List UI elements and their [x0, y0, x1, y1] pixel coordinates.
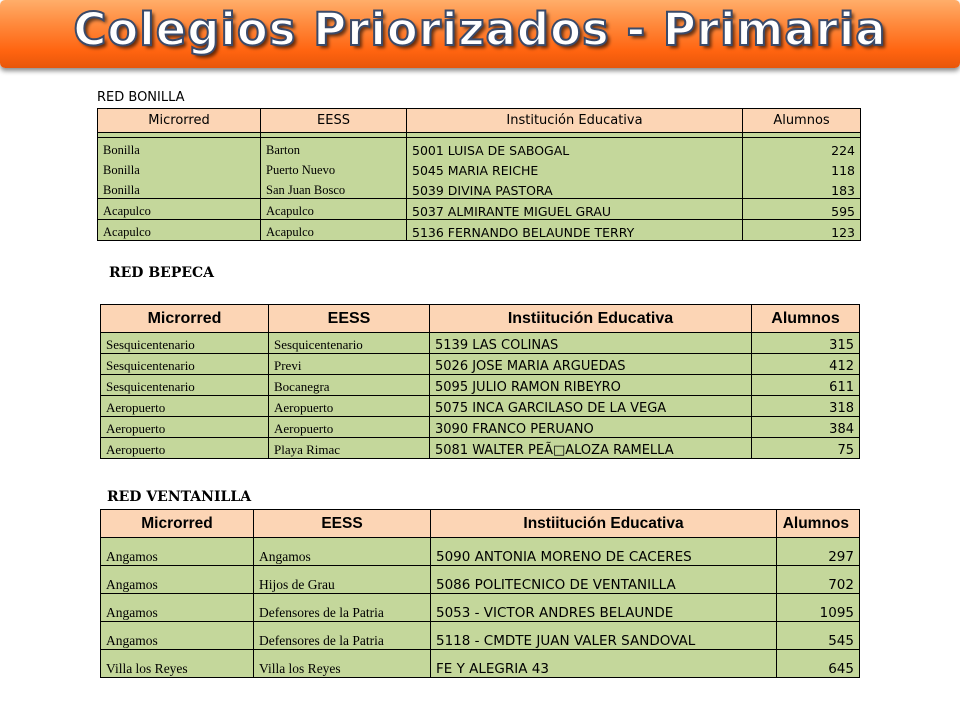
cell-alumnos: 75: [752, 438, 860, 459]
cell-eess: Previ: [269, 354, 430, 375]
cell-microrred: Angamos: [101, 538, 254, 566]
header-eess: EESS: [269, 305, 430, 333]
header-institucion: Instiitución Educativa: [431, 510, 777, 538]
cell-microrred: Sesquicentenario: [101, 333, 269, 354]
table-red-bonilla: [97, 108, 861, 241]
table-row: [98, 220, 861, 241]
cell-eess: Acapulco: [261, 220, 407, 241]
cell-institucion: 5090 ANTONIA MORENO DE CACERES: [431, 538, 777, 566]
header-institucion: Institución Educativa: [407, 109, 743, 133]
table-row: [101, 417, 860, 438]
cell-eess: Defensores de la Patria: [254, 622, 431, 650]
cell-eess: Barton: [261, 138, 407, 159]
table-header-row: [101, 510, 860, 538]
table-red-bepeca: [100, 304, 860, 459]
table-row: [101, 333, 860, 354]
header-alumnos: Alumnos: [752, 305, 860, 333]
cell-alumnos: 224: [743, 138, 861, 159]
cell-institucion: FE Y ALEGRIA 43: [431, 650, 777, 678]
cell-institucion: 3090 FRANCO PERUANO: [430, 417, 752, 438]
cell-alumnos: 1095: [777, 594, 860, 622]
cell-alumnos: 611: [752, 375, 860, 396]
cell-microrred: Acapulco: [98, 220, 261, 241]
cell-alumnos: 595: [743, 199, 861, 220]
cell-institucion: 5086 POLITECNICO DE VENTANILLA: [431, 566, 777, 594]
cell-institucion: 5136 FERNANDO BELAUNDE TERRY: [407, 220, 743, 241]
cell-institucion: 5139 LAS COLINAS: [430, 333, 752, 354]
cell-eess: Villa los Reyes: [254, 650, 431, 678]
cell-eess: Aeropuerto: [269, 417, 430, 438]
cell-institucion: 5053 - VICTOR ANDRES BELAUNDE: [431, 594, 777, 622]
cell-microrred: Bonilla: [98, 138, 261, 159]
table-row: [101, 354, 860, 375]
cell-microrred: Angamos: [101, 594, 254, 622]
table-header-row: [101, 305, 860, 333]
header-institucion: Instiitución Educativa: [430, 305, 752, 333]
cell-alumnos: 384: [752, 417, 860, 438]
table-row: [101, 396, 860, 417]
table-row: [101, 566, 860, 594]
cell-eess: Puerto Nuevo: [261, 158, 407, 178]
cell-institucion: 5081 WALTER PEÃ□ALOZA RAMELLA: [430, 438, 752, 459]
cell-eess: Hijos de Grau: [254, 566, 431, 594]
header-microrred: Microrred: [101, 305, 269, 333]
cell-institucion: 5095 JULIO RAMON RIBEYRO: [430, 375, 752, 396]
cell-institucion: 5037 ALMIRANTE MIGUEL GRAU: [407, 199, 743, 220]
cell-institucion: 5026 JOSE MARIA ARGUEDAS: [430, 354, 752, 375]
cell-alumnos: 315: [752, 333, 860, 354]
table-row: [98, 158, 861, 178]
header-microrred: Microrred: [101, 510, 254, 538]
cell-eess: Playa Rimac: [269, 438, 430, 459]
table-row: [101, 438, 860, 459]
cell-microrred: Angamos: [101, 566, 254, 594]
table-row: [101, 622, 860, 650]
cell-microrred: Acapulco: [98, 199, 261, 220]
section-label-red-ventanilla: RED VENTANILLA: [107, 489, 252, 505]
cell-microrred: Sesquicentenario: [101, 375, 269, 396]
table-red-ventanilla: [100, 509, 860, 678]
cell-microrred: Aeropuerto: [101, 438, 269, 459]
cell-institucion: 5075 INCA GARCILASO DE LA VEGA: [430, 396, 752, 417]
cell-eess: Acapulco: [261, 199, 407, 220]
cell-eess: Sesquicentenario: [269, 333, 430, 354]
table-row: [98, 138, 861, 159]
cell-alumnos: 545: [777, 622, 860, 650]
cell-eess: Angamos: [254, 538, 431, 566]
cell-institucion: 5045 MARIA REICHE: [407, 158, 743, 178]
cell-eess: San Juan Bosco: [261, 178, 407, 199]
page-title: Colegios Priorizados - Primaria: [73, 3, 887, 56]
table-row: [101, 375, 860, 396]
header-eess: EESS: [254, 510, 431, 538]
cell-eess: Defensores de la Patria: [254, 594, 431, 622]
header-alumnos: Alumnos: [743, 109, 861, 133]
cell-alumnos: 118: [743, 158, 861, 178]
cell-institucion: 5039 DIVINA PASTORA: [407, 178, 743, 199]
table-row: [101, 650, 860, 678]
cell-alumnos: 412: [752, 354, 860, 375]
cell-alumnos: 702: [777, 566, 860, 594]
cell-microrred: Aeropuerto: [101, 396, 269, 417]
cell-alumnos: 318: [752, 396, 860, 417]
section-label-red-bonilla: RED BONILLA: [97, 90, 185, 105]
cell-alumnos: 297: [777, 538, 860, 566]
cell-microrred: Villa los Reyes: [101, 650, 254, 678]
cell-microrred: Bonilla: [98, 158, 261, 178]
table-row: [98, 178, 861, 199]
cell-alumnos: 123: [743, 220, 861, 241]
table-row: [101, 538, 860, 566]
cell-microrred: Angamos: [101, 622, 254, 650]
table-row: [98, 199, 861, 220]
table-header-row: [98, 109, 861, 133]
section-label-red-bepeca: RED BEPECA: [109, 265, 215, 281]
header-microrred: Microrred: [98, 109, 261, 133]
cell-institucion: 5118 - CMDTE JUAN VALER SANDOVAL: [431, 622, 777, 650]
cell-institucion: 5001 LUISA DE SABOGAL: [407, 138, 743, 159]
header-alumnos: Alumnos: [777, 510, 860, 538]
cell-eess: Aeropuerto: [269, 396, 430, 417]
header-eess: EESS: [261, 109, 407, 133]
cell-eess: Bocanegra: [269, 375, 430, 396]
title-banner: [0, 0, 960, 68]
cell-alumnos: 645: [777, 650, 860, 678]
table-row: [101, 594, 860, 622]
cell-microrred: Bonilla: [98, 178, 261, 199]
cell-alumnos: 183: [743, 178, 861, 199]
cell-microrred: Aeropuerto: [101, 417, 269, 438]
cell-microrred: Sesquicentenario: [101, 354, 269, 375]
